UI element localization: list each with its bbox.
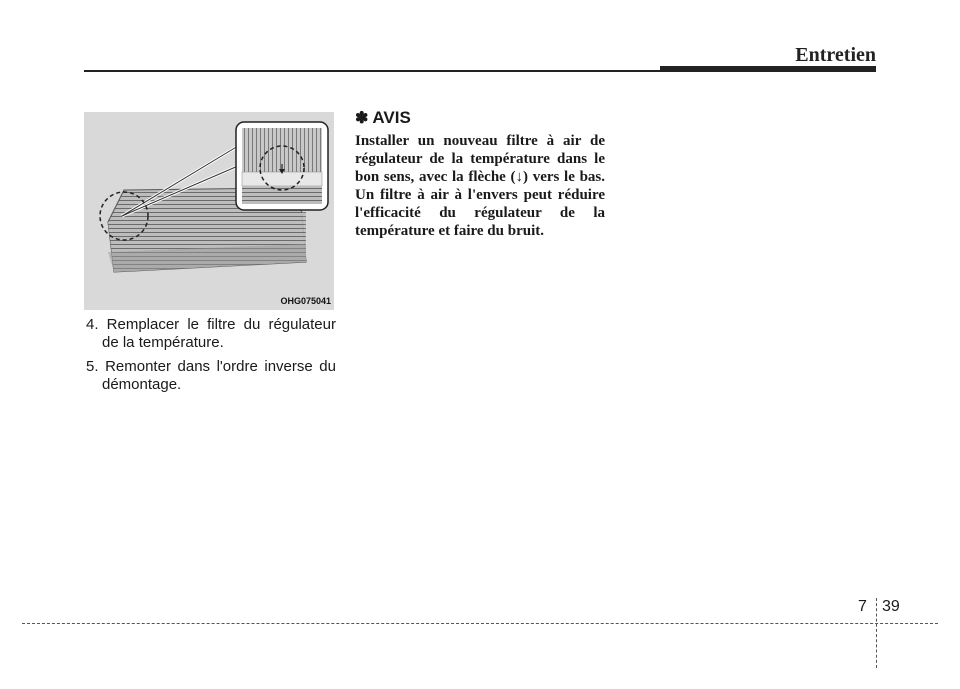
step-item: 5. Remonter dans l'ordre inverse du démontage.	[86, 358, 336, 393]
section-title: Entretien	[795, 44, 876, 66]
figure-code: OHG075041	[280, 296, 331, 306]
notice-star-icon: ✽	[355, 110, 369, 127]
page-number: 39	[882, 598, 900, 615]
page-number-divider	[876, 598, 877, 668]
air-filter-figure	[84, 112, 334, 310]
chapter-number: 7	[858, 598, 867, 615]
notice-body: Installer un nouveau filtre à air de régulateur de la température dans le bon sens, avec la flèche (↓) vers le bas. Un filtre à air à l'envers peut réduire l'efficacité du régulateur de la température et faire du bruit.	[355, 133, 605, 239]
air-filter-illustration	[84, 112, 334, 310]
notice-heading	[355, 108, 605, 128]
magnified-inset	[236, 122, 328, 210]
step-item: 4. Remplacer le filtre du régulateur de la température.	[86, 316, 336, 351]
notice-box	[355, 108, 605, 240]
header-rule-thick	[660, 66, 876, 72]
header-rule-thin	[84, 70, 664, 72]
notice-title: AVIS	[372, 108, 411, 127]
instruction-steps	[86, 316, 336, 400]
footer-rule	[22, 623, 938, 624]
